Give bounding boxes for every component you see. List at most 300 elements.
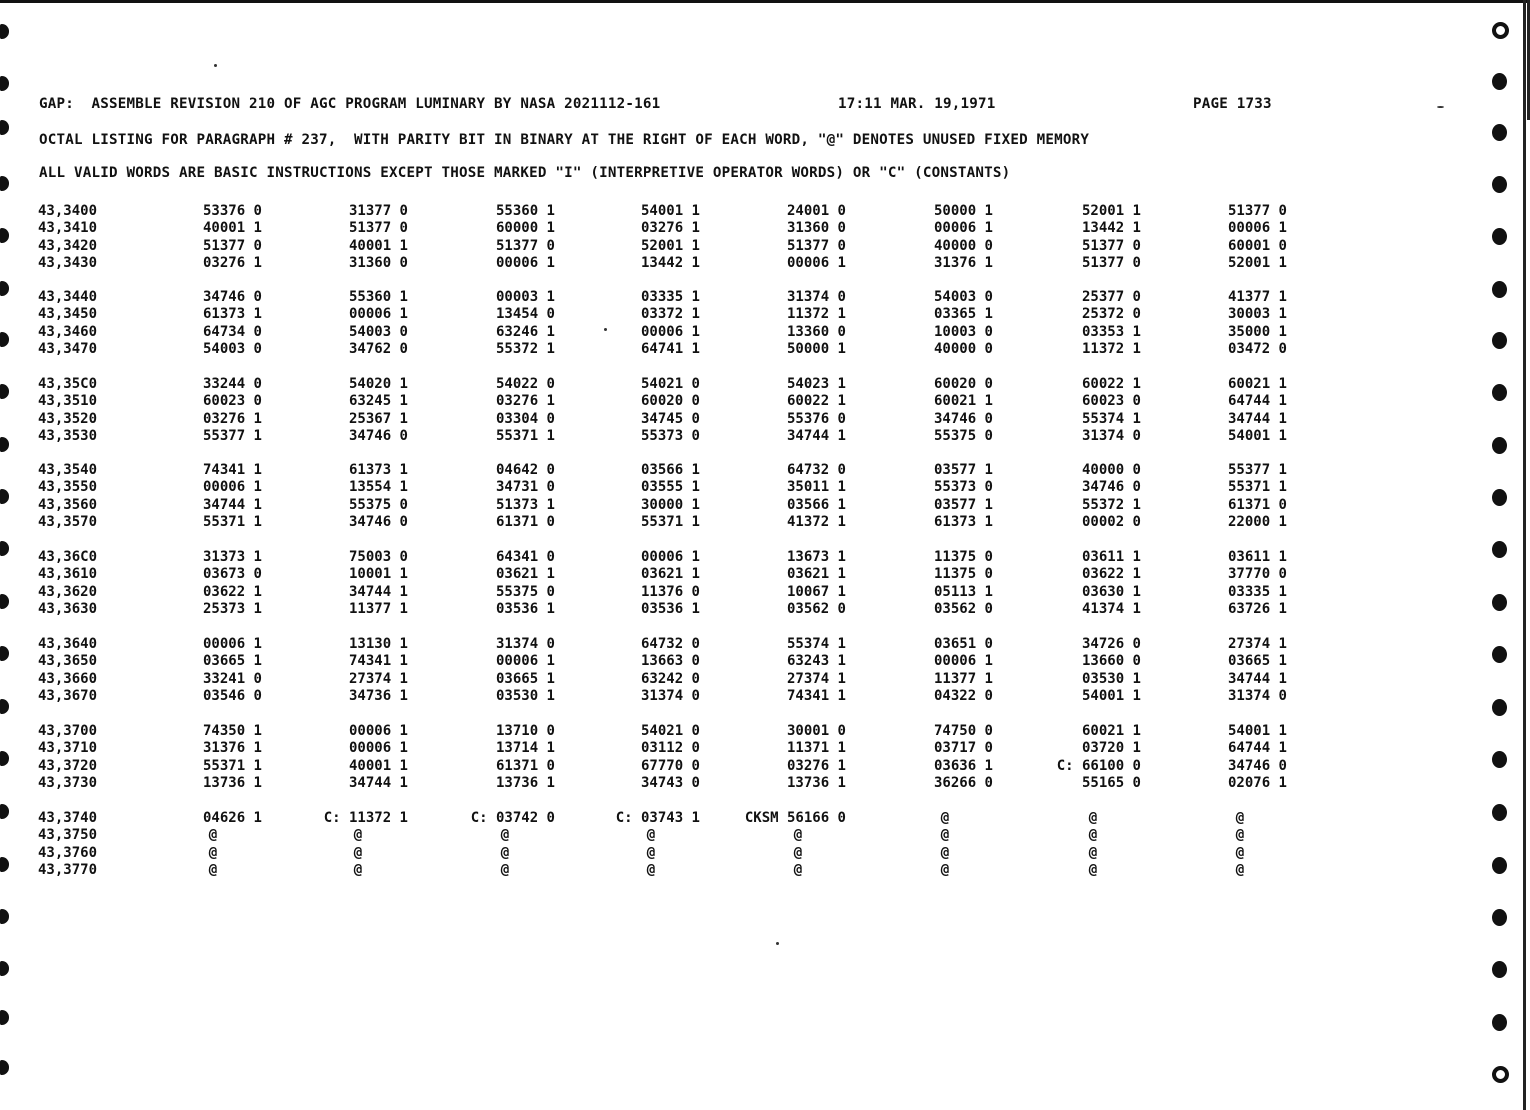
octal-word-cell: 03621 1	[786, 566, 846, 583]
unused-memory-marker: @	[500, 827, 510, 844]
octal-word-cell: 55165 0	[1081, 775, 1141, 792]
octal-word-cell: 30003 1	[1227, 306, 1287, 323]
octal-word-cell: 54021 0	[640, 376, 700, 392]
octal-word-cell: 03304 0	[495, 410, 555, 427]
feed-hole	[1492, 699, 1507, 716]
octal-word-cell: 54003 0	[202, 341, 262, 358]
octal-word-cell: 55374 1	[786, 636, 846, 652]
octal-word-cell: 34743 0	[640, 775, 700, 792]
octal-word-cell: 13660 0	[1081, 653, 1141, 670]
unused-memory-marker: @	[353, 862, 363, 879]
address-cell: 43,3400	[38, 203, 98, 219]
octal-word-cell: 13736 1	[202, 775, 262, 792]
address-cell: 43,3730	[38, 775, 98, 792]
feed-hole	[0, 176, 9, 191]
unused-memory-marker: @	[1088, 862, 1098, 879]
octal-word-cell: 74341 1	[786, 688, 846, 705]
feed-hole	[0, 281, 9, 296]
header-octal-listing-description: OCTAL LISTING FOR PARAGRAPH # 237, WITH PARITY BIT IN BINARY AT THE RIGHT OF EACH WORD, "@" DENOTES UNUSED FIXED MEMORY	[39, 132, 1090, 148]
octal-word-cell: 00003 1	[495, 289, 555, 305]
octal-word-cell: 55374 1	[1081, 410, 1141, 427]
octal-word-cell: 64734 0	[202, 323, 262, 340]
feed-hole	[0, 751, 9, 766]
octal-word-cell: 61371 0	[495, 757, 555, 774]
address-cell: 43,3420	[38, 237, 98, 254]
octal-word-cell: 31373 1	[202, 549, 262, 565]
octal-word-cell: 10067 1	[786, 583, 846, 600]
octal-word-cell: 03651 0	[933, 636, 993, 652]
octal-word-cell: 13714 1	[495, 740, 555, 757]
octal-word-cell: 55371 1	[495, 428, 555, 445]
octal-word-cell: 31374 0	[1081, 428, 1141, 445]
octal-word-cell: 03622 1	[202, 583, 262, 600]
unused-memory-marker: @	[500, 862, 510, 879]
octal-word-cell: 03665 1	[202, 653, 262, 670]
address-cell: 43,3470	[38, 341, 98, 358]
octal-word-cell: 55360 1	[348, 289, 408, 305]
paper-speck	[776, 942, 779, 945]
address-cell: 43,3510	[38, 393, 98, 410]
octal-word-cell: 31376 1	[202, 740, 262, 757]
octal-word-cell: 11375 0	[933, 566, 993, 583]
feed-hole	[1492, 961, 1507, 978]
octal-word-cell: 13710 0	[495, 723, 555, 739]
octal-word-cell: 03372 1	[640, 306, 700, 323]
octal-word-cell: 51377 0	[1081, 255, 1141, 272]
feed-hole	[0, 489, 9, 504]
octal-word-cell: 31360 0	[786, 220, 846, 237]
octal-word-cell: 34744 1	[1227, 670, 1287, 687]
octal-word-cell: 13130 1	[348, 636, 408, 652]
address-cell: 43,3410	[38, 220, 98, 237]
octal-word-cell: 54001 1	[1227, 723, 1287, 739]
paper-speck	[1437, 106, 1444, 108]
feed-hole	[0, 1060, 9, 1075]
feed-hole	[0, 541, 9, 556]
octal-word-cell: 02076 1	[1227, 775, 1287, 792]
octal-word-cell: 60021 1	[1081, 723, 1141, 739]
octal-word-cell: 00002 0	[1081, 514, 1141, 531]
octal-word-cell: 03335 1	[640, 289, 700, 305]
octal-word-cell: 34746 0	[348, 428, 408, 445]
octal-word-cell: 03562 0	[786, 601, 846, 618]
octal-word-cell: 13442 1	[640, 255, 700, 272]
unused-memory-marker: @	[646, 827, 656, 844]
octal-word-cell: 00006 1	[640, 549, 700, 565]
address-cell: 43,3710	[38, 740, 98, 757]
feed-hole	[1492, 857, 1507, 874]
octal-word-cell: 11377 1	[348, 601, 408, 618]
octal-word-cell: 31377 0	[348, 203, 408, 219]
octal-word-cell: 60022 1	[786, 393, 846, 410]
constant-word-cell: C: 66100 0	[1056, 757, 1141, 774]
feed-hole	[1492, 751, 1507, 768]
feed-hole	[0, 437, 9, 452]
constant-word-cell: C: 03743 1	[615, 810, 700, 826]
octal-word-cell: 37770 0	[1227, 566, 1287, 583]
octal-word-cell: 00006 1	[202, 636, 262, 652]
octal-word-cell: 74750 0	[933, 723, 993, 739]
octal-word-cell: 54021 0	[640, 723, 700, 739]
octal-word-cell: 05113 1	[933, 583, 993, 600]
octal-word-cell: 25372 0	[1081, 306, 1141, 323]
octal-word-cell: 03636 1	[933, 757, 993, 774]
address-cell: 43,3640	[38, 636, 98, 652]
octal-word-cell: 35011 1	[786, 479, 846, 496]
octal-word-cell: 00006 1	[786, 255, 846, 272]
feed-hole	[0, 120, 9, 135]
octal-word-cell: 00006 1	[640, 323, 700, 340]
octal-word-cell: 03621 1	[640, 566, 700, 583]
octal-word-cell: 31374 0	[1227, 688, 1287, 705]
feed-hole	[1492, 332, 1507, 349]
octal-word-cell: 03276 1	[202, 410, 262, 427]
octal-word-cell: 60000 1	[495, 220, 555, 237]
address-cell: 43,3650	[38, 653, 98, 670]
octal-word-cell: 51377 0	[1227, 203, 1287, 219]
unused-memory-marker: @	[1235, 844, 1245, 861]
unused-memory-marker: @	[353, 827, 363, 844]
octal-word-cell: 75003 0	[348, 549, 408, 565]
octal-word-cell: 11372 1	[786, 306, 846, 323]
octal-word-cell: 64732 0	[786, 462, 846, 478]
top-border-line	[0, 0, 1530, 3]
unused-memory-marker: @	[1235, 862, 1245, 879]
octal-word-cell: 55375 0	[933, 428, 993, 445]
address-cell: 43,3660	[38, 670, 98, 687]
octal-word-cell: 00006 1	[495, 653, 555, 670]
address-cell: 43,3570	[38, 514, 98, 531]
octal-word-cell: 64744 1	[1227, 740, 1287, 757]
address-cell: 43,3520	[38, 410, 98, 427]
octal-word-cell: 00006 1	[202, 479, 262, 496]
right-border-line	[1523, 0, 1526, 1110]
octal-word-cell: 40000 0	[1081, 462, 1141, 478]
octal-word-cell: 34746 0	[202, 289, 262, 305]
unused-memory-marker: @	[208, 862, 218, 879]
unused-memory-marker: @	[646, 862, 656, 879]
octal-word-cell: 34746 0	[1081, 479, 1141, 496]
octal-word-cell: 03630 1	[1081, 583, 1141, 600]
feed-hole	[1492, 124, 1507, 141]
octal-word-cell: 27374 1	[786, 670, 846, 687]
feed-hole	[1492, 281, 1507, 298]
octal-word-cell: 60001 0	[1227, 237, 1287, 254]
octal-word-cell: 34731 0	[495, 479, 555, 496]
octal-word-cell: 63245 1	[348, 393, 408, 410]
octal-word-cell: 54023 1	[786, 376, 846, 392]
address-cell: 43,3550	[38, 479, 98, 496]
octal-word-cell: 33244 0	[202, 376, 262, 392]
octal-word-cell: 51377 0	[495, 237, 555, 254]
octal-word-cell: 03530 1	[495, 688, 555, 705]
octal-word-cell: 54001 1	[1227, 428, 1287, 445]
octal-word-cell: 40000 0	[933, 237, 993, 254]
octal-word-cell: 03665 1	[1227, 653, 1287, 670]
unused-memory-marker: @	[1235, 810, 1245, 826]
octal-word-cell: 13673 1	[786, 549, 846, 565]
header-timestamp: 17:11 MAR. 19,1971	[838, 96, 996, 112]
header-valid-words-note: ALL VALID WORDS ARE BASIC INSTRUCTIONS EXCEPT THOSE MARKED "I" (INTERPRETIVE OPERATOR WORDS) OR "C" (CONSTANTS)	[39, 165, 1011, 181]
feed-hole	[0, 24, 9, 39]
octal-word-cell: 03530 1	[1081, 670, 1141, 687]
octal-word-cell: 74341 1	[202, 462, 262, 478]
octal-word-cell: 55371 1	[202, 757, 262, 774]
octal-word-cell: 34744 1	[348, 775, 408, 792]
address-cell: 43,3560	[38, 496, 98, 513]
octal-word-cell: 55377 1	[1227, 462, 1287, 478]
octal-word-cell: 00006 1	[1227, 220, 1287, 237]
octal-word-cell: 34746 0	[348, 514, 408, 531]
octal-word-cell: 55360 1	[495, 203, 555, 219]
octal-word-cell: 64341 0	[495, 549, 555, 565]
octal-word-cell: 00006 1	[348, 740, 408, 757]
unused-memory-marker: @	[353, 844, 363, 861]
octal-word-cell: 50000 1	[933, 203, 993, 219]
address-cell: 43,36C0	[38, 549, 98, 565]
octal-word-cell: 55376 0	[786, 410, 846, 427]
octal-word-cell: 22000 1	[1227, 514, 1287, 531]
octal-word-cell: 40001 1	[348, 237, 408, 254]
octal-word-cell: 67770 0	[640, 757, 700, 774]
octal-word-cell: 55371 1	[1227, 479, 1287, 496]
octal-word-cell: 60020 0	[640, 393, 700, 410]
octal-word-cell: 03353 1	[1081, 323, 1141, 340]
unused-memory-marker: @	[793, 827, 803, 844]
address-cell: 43,3460	[38, 323, 98, 340]
octal-word-cell: 04642 0	[495, 462, 555, 478]
octal-word-cell: 31360 0	[348, 255, 408, 272]
octal-word-cell: 03566 1	[786, 496, 846, 513]
octal-word-cell: 03365 1	[933, 306, 993, 323]
octal-word-cell: 03536 1	[495, 601, 555, 618]
octal-word-cell: 03555 1	[640, 479, 700, 496]
octal-word-cell: 30001 0	[786, 723, 846, 739]
octal-word-cell: 61373 1	[348, 462, 408, 478]
octal-word-cell: 51377 0	[1081, 237, 1141, 254]
feed-hole	[0, 646, 9, 661]
octal-word-cell: 00006 1	[933, 220, 993, 237]
address-cell: 43,3610	[38, 566, 98, 583]
address-cell: 43,3770	[38, 862, 98, 879]
octal-word-cell: 55375 0	[348, 496, 408, 513]
address-cell: 43,3750	[38, 827, 98, 844]
octal-word-cell: 13663 0	[640, 653, 700, 670]
octal-word-cell: 34746 0	[933, 410, 993, 427]
octal-word-cell: 03611 1	[1081, 549, 1141, 565]
octal-word-cell: 55377 1	[202, 428, 262, 445]
octal-word-cell: 03276 1	[202, 255, 262, 272]
feed-hole	[0, 594, 9, 609]
octal-word-cell: 31374 0	[640, 688, 700, 705]
octal-word-cell: 27374 1	[348, 670, 408, 687]
octal-word-cell: 11371 1	[786, 740, 846, 757]
octal-word-cell: 55373 0	[933, 479, 993, 496]
octal-word-cell: 55372 1	[495, 341, 555, 358]
octal-word-cell: 25373 1	[202, 601, 262, 618]
octal-word-cell: 34746 0	[1227, 757, 1287, 774]
feed-hole	[1492, 228, 1507, 245]
octal-word-cell: 53376 0	[202, 203, 262, 219]
feed-hole	[0, 961, 9, 976]
octal-word-cell: 13360 0	[786, 323, 846, 340]
address-cell: 43,35C0	[38, 376, 98, 392]
unused-memory-marker: @	[940, 862, 950, 879]
feed-hole	[0, 857, 9, 872]
octal-word-cell: 11372 1	[1081, 341, 1141, 358]
feed-hole	[1492, 804, 1507, 821]
feed-hole	[1492, 594, 1507, 611]
octal-word-cell: 60022 1	[1081, 376, 1141, 392]
octal-word-cell: 52001 1	[1081, 203, 1141, 219]
octal-word-cell: 00006 1	[348, 306, 408, 323]
feed-hole	[0, 699, 9, 714]
octal-word-cell: 41377 1	[1227, 289, 1287, 305]
octal-word-cell: 54003 0	[348, 323, 408, 340]
address-cell: 43,3720	[38, 757, 98, 774]
octal-word-cell: 13442 1	[1081, 220, 1141, 237]
address-cell: 43,3530	[38, 428, 98, 445]
octal-word-cell: 64741 1	[640, 341, 700, 358]
octal-word-cell: 00006 1	[348, 723, 408, 739]
octal-word-cell: 54003 0	[933, 289, 993, 305]
octal-word-cell: 54020 1	[348, 376, 408, 392]
feed-hole	[0, 384, 9, 399]
octal-word-cell: 03665 1	[495, 670, 555, 687]
octal-word-cell: 34744 1	[202, 496, 262, 513]
octal-word-cell: 00006 1	[495, 255, 555, 272]
octal-word-cell: 40000 0	[933, 341, 993, 358]
octal-word-cell: 03335 1	[1227, 583, 1287, 600]
octal-word-cell: 51377 0	[786, 237, 846, 254]
feed-hole	[0, 1010, 9, 1025]
constant-word-cell: C: 03742 0	[470, 810, 555, 826]
header-page-number: PAGE 1733	[1193, 96, 1272, 112]
octal-word-cell: 31374 0	[786, 289, 846, 305]
unused-memory-marker: @	[1235, 827, 1245, 844]
octal-word-cell: 31376 1	[933, 255, 993, 272]
octal-word-cell: 03717 0	[933, 740, 993, 757]
feed-hole	[0, 332, 9, 347]
address-cell: 43,3630	[38, 601, 98, 618]
octal-word-cell: 25367 1	[348, 410, 408, 427]
octal-word-cell: 03546 0	[202, 688, 262, 705]
octal-word-cell: 74341 1	[348, 653, 408, 670]
octal-word-cell: 34745 0	[640, 410, 700, 427]
octal-word-cell: 04626 1	[202, 810, 262, 826]
address-cell: 43,3700	[38, 723, 98, 739]
header-assembly-line: GAP: ASSEMBLE REVISION 210 OF AGC PROGRAM LUMINARY BY NASA 2021112-161	[39, 96, 661, 112]
octal-word-cell: 60020 0	[933, 376, 993, 392]
feed-hole	[1492, 384, 1507, 401]
octal-word-cell: 54001 1	[640, 203, 700, 219]
unused-memory-marker: @	[208, 827, 218, 844]
octal-word-cell: 50000 1	[786, 341, 846, 358]
octal-word-cell: 31374 0	[495, 636, 555, 652]
octal-word-cell: 61371 0	[1227, 496, 1287, 513]
feed-hole	[0, 76, 9, 91]
unused-memory-marker: @	[1088, 827, 1098, 844]
octal-word-cell: 27374 1	[1227, 636, 1287, 652]
octal-word-cell: 61373 1	[933, 514, 993, 531]
unused-memory-marker: @	[940, 844, 950, 861]
paper-speck	[214, 64, 217, 67]
octal-word-cell: 03577 1	[933, 496, 993, 513]
octal-word-cell: 11377 1	[933, 670, 993, 687]
feed-hole	[0, 228, 9, 243]
octal-word-cell: 25377 0	[1081, 289, 1141, 305]
feed-hole	[1492, 73, 1507, 90]
octal-word-cell: 34744 1	[786, 428, 846, 445]
octal-word-cell: 54022 0	[495, 376, 555, 392]
octal-word-cell: 11375 0	[933, 549, 993, 565]
unused-memory-marker: @	[940, 810, 950, 826]
octal-word-cell: 13554 1	[348, 479, 408, 496]
octal-word-cell: 60023 0	[202, 393, 262, 410]
octal-word-cell: 03536 1	[640, 601, 700, 618]
unused-memory-marker: @	[1088, 810, 1098, 826]
octal-word-cell: 04322 0	[933, 688, 993, 705]
octal-word-cell: 13736 1	[495, 775, 555, 792]
octal-word-cell: 10001 1	[348, 566, 408, 583]
octal-word-cell: 55371 1	[202, 514, 262, 531]
octal-word-cell: 13736 1	[786, 775, 846, 792]
octal-word-cell: 64732 0	[640, 636, 700, 652]
octal-word-cell: 03720 1	[1081, 740, 1141, 757]
octal-word-cell: 11376 0	[640, 583, 700, 600]
octal-word-cell: 51377 0	[202, 237, 262, 254]
octal-word-cell: 41372 1	[786, 514, 846, 531]
octal-word-cell: 63726 1	[1227, 601, 1287, 618]
feed-hole	[0, 804, 9, 819]
feed-hole	[0, 909, 9, 924]
address-cell: 43,3760	[38, 844, 98, 861]
octal-word-cell: 34744 1	[348, 583, 408, 600]
octal-word-cell: 03112 0	[640, 740, 700, 757]
address-cell: 43,3440	[38, 289, 98, 305]
octal-word-cell: 61371 0	[495, 514, 555, 531]
octal-word-cell: 63246 1	[495, 323, 555, 340]
octal-word-cell: 00006 1	[933, 653, 993, 670]
octal-word-cell: 33241 0	[202, 670, 262, 687]
octal-word-cell: 41374 1	[1081, 601, 1141, 618]
octal-word-cell: 03622 1	[1081, 566, 1141, 583]
octal-word-cell: 03276 1	[786, 757, 846, 774]
octal-word-cell: 40001 1	[348, 757, 408, 774]
unused-memory-marker: @	[646, 844, 656, 861]
octal-word-cell: 13454 0	[495, 306, 555, 323]
address-cell: 43,3670	[38, 688, 98, 705]
feed-hole	[1492, 909, 1507, 926]
octal-word-cell: 34762 0	[348, 341, 408, 358]
address-cell: 43,3740	[38, 810, 98, 826]
octal-word-cell: 03276 1	[495, 393, 555, 410]
octal-word-cell: 03577 1	[933, 462, 993, 478]
octal-word-cell: 51373 1	[495, 496, 555, 513]
octal-word-cell: 60021 1	[1227, 376, 1287, 392]
octal-word-cell: 30000 1	[640, 496, 700, 513]
octal-word-cell: 55372 1	[1081, 496, 1141, 513]
octal-word-cell: 40001 1	[202, 220, 262, 237]
unused-memory-marker: @	[208, 844, 218, 861]
address-cell: 43,3430	[38, 255, 98, 272]
unused-memory-marker: @	[940, 827, 950, 844]
feed-hole	[1492, 176, 1507, 193]
feed-hole	[1492, 1014, 1507, 1031]
unused-memory-marker: @	[1088, 844, 1098, 861]
feed-hole	[1492, 646, 1507, 663]
octal-word-cell: 63242 0	[640, 670, 700, 687]
